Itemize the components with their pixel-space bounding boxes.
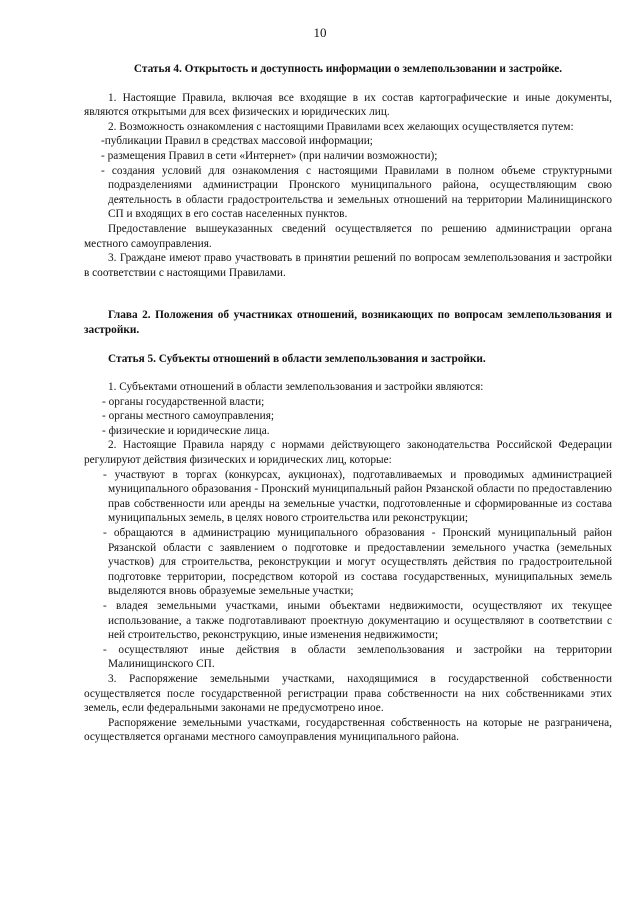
article-5-action-item: - осуществляют иные действия в области землепользования и застройки на территории Малинищинского СП. xyxy=(103,643,612,671)
article-5-action-item: - обращаются в администрацию муниципального образования - Пронский муниципальный район Рязанской области с заявлением о подготовке и предоставлении земельного участка (земельных участков) для строительства, реконструкции и могут осуществлять действия по градостроительной подготовке территории, посредством которой из состава государственных, муниципальных земель выделяются вновь образуемые земельные участки; xyxy=(103,527,612,598)
article-4-paragraph-1: 1. Настоящие Правила, включая все входящие в их состав картографические и иные документы, являются открытыми для всех физических и юридических лиц. xyxy=(84,91,612,119)
chapter-2-title: Глава 2. Положения об участниках отношений, возникающих по вопросам землепользования и застройки. xyxy=(84,309,612,336)
article-5-action-item: - владея земельными участками, иными объектами недвижимости, осуществляют их текущее использование, а также подготавливают проектную документацию и осуществляют в соответствии с ней строительство, реконструкцию, иные изменения недвижимости; xyxy=(103,600,612,642)
article-4-paragraph-3: Предоставление вышеуказанных сведений осуществляется по решению администрации органа местного самоуправления. xyxy=(84,222,612,250)
article-4-list-item: - создания условий для ознакомления с настоящими Правилами в полном объеме структурными подразделениями администрации Пронского муниципального района, осуществляющим свою деятельность в области градостроительства и земельных отношений на территории Малинищинского СП и входящих в его состав населенных пунктов. xyxy=(101,164,612,221)
article-4-list-item: -публикации Правил в средствах массовой информации; xyxy=(101,135,373,148)
page-number: 10 xyxy=(313,25,327,40)
document-body xyxy=(84,62,612,745)
article-5-paragraph-4: Распоряжение земельными участками, государственная собственность на которые не разграничена, осуществляется органами местного самоуправления муниципального района. xyxy=(84,716,612,744)
article-5-action-item: - участвуют в торгах (конкурсах, аукционах), подготавливаемых и проводимых администрацией муниципального образования - Пронский муниципальный район Рязанской области по предоставлению прав собственности или аренды на земельные участки, подготовленные и сформированные из состава муниципальных земель, в целях нового строительства или реконструкции; xyxy=(103,468,612,525)
article-5-paragraph-3: 3. Распоряжение земельными участками, находящимися в государственной собственности осуществляется после государственной регистрации права собственности на них собственниками этих земель, если федеральными законами не предусмотрено иное. xyxy=(84,672,612,715)
article-4-title: Статья 4. Открытость и доступность информации о землепользовании и застройке. xyxy=(133,63,563,75)
article-4-list-item: - размещения Правил в сети «Интернет» (при наличии возможности); xyxy=(101,149,438,162)
article-4-paragraph-4: 3. Граждане имеют право участвовать в принятии решений по вопросам землепользования и застройки в соответствии с настоящими Правилами. xyxy=(84,252,612,279)
article-5-subject-item: - органы местного самоуправления; xyxy=(102,410,275,423)
article-5-title: Статья 5. Субъекты отношений в области землепользования и застройки. xyxy=(108,352,486,365)
article-5-subject-item: - органы государственной власти; xyxy=(102,395,265,408)
article-4-paragraph-2: 2. Возможность ознакомления с настоящими Правилами всех желающих осуществляется путем: xyxy=(108,120,574,133)
article-5-paragraph-1: 1. Субъектами отношений в области землепользования и застройки являются: xyxy=(108,381,484,394)
article-5-paragraph-2: 2. Настоящие Правила наряду с нормами действующего законодательства Российской Федерации регулируют действия физических и юридических лиц, которые: xyxy=(84,439,612,467)
article-5-subject-item: - физические и юридические лица. xyxy=(102,424,270,437)
